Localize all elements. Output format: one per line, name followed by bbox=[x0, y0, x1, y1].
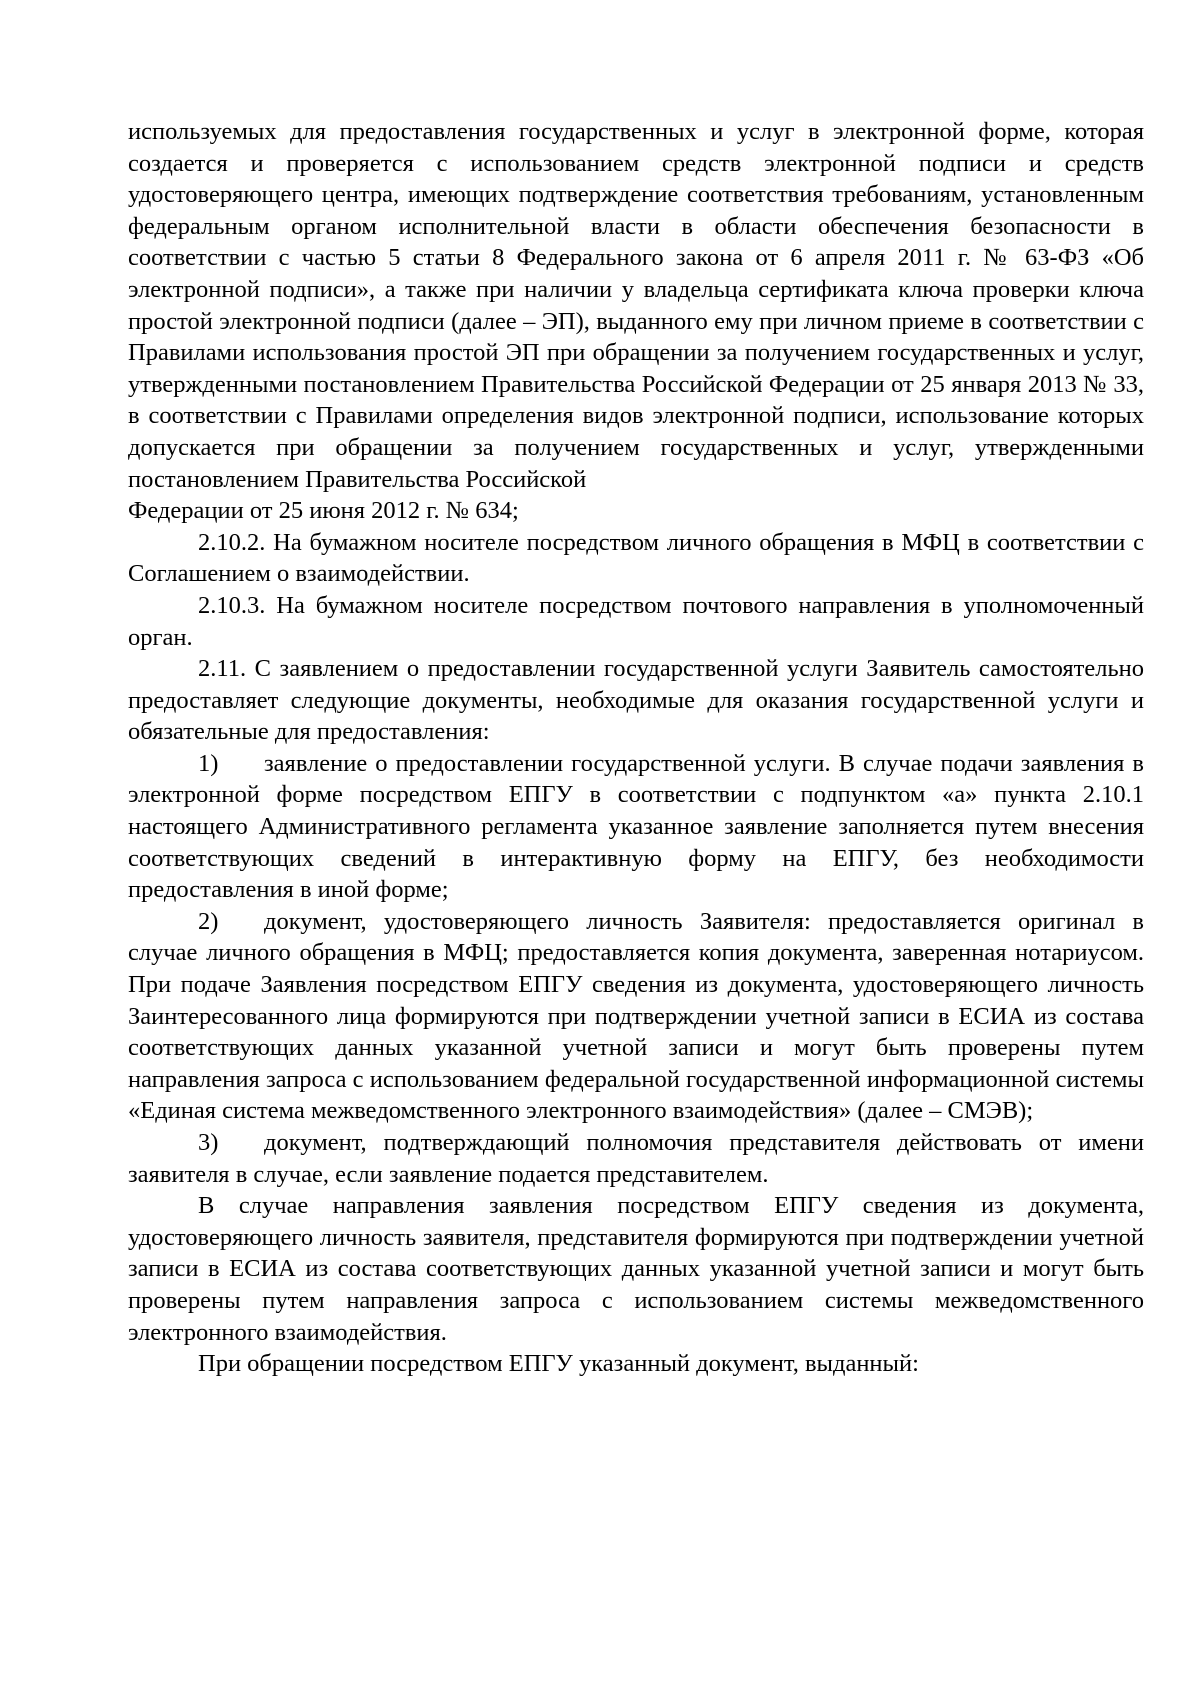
list-item-text: документ, подтверждающий полномочия представителя действовать от имени заявителя в случае, если заявление подается представителем. bbox=[128, 1129, 1144, 1188]
list-item-text: документ, удостоверяющего личность Заявителя: предоставляется оригинал в случае личного обращения в МФЦ; предоставляется копия документа, заверенная нотариусом. При подаче Заявления посредством ЕПГУ сведения из документа, удостоверяющего личность Заинтересованного лица формируются при подтверждении учетной записи в ЕСИА из состава соответствующих данных указанной учетной записи и могут быть проверены путем направления запроса с использованием федеральной государственной информационной системы «Единая система межведомственного электронного взаимодействия» (далее – СМЭВ); bbox=[128, 907, 1144, 1125]
paragraph-2-10-3: 2.10.3. На бумажном носителе посредством почтового направления в уполномоченный орган. bbox=[128, 591, 1144, 651]
paragraph-epgu-identity: В случае направления заявления посредством ЕПГУ сведения из документа, удостоверяющего личность заявителя, представителя формируются при подтверждении учетной записи в ЕСИА из состава соответствующих данных указанной учетной записи и могут быть проверены путем направления запроса с использованием системы межведомственного электронного взаимодействия. bbox=[128, 1192, 1144, 1346]
list-item-number: 1) bbox=[198, 749, 219, 777]
paragraph-electronic-signature: используемых для предоставления государственных и услуг в электронной форме, которая создается и проверяется с использованием средств электронной подписи и средств удостоверяющего центра, имеющих подтверждение соответствия требованиям, установленным федеральным органом исполнительной власти в области обеспечения безопасности в соответствии с частью 5 статьи 8 Федерального закона от 6 апреля 2011 г. № 63-ФЗ «Об электронной подписи», а также при наличии у владельца сертификата ключа проверки ключа простой электронной подписи (далее – ЭП), выданного ему при личном приеме в соответствии с Правилами использования простой ЭП при обращении за получением государственных и услуг, утвержденными постановлением Правительства Российской Федерации от 25 января 2013 № 33, в соответствии с Правилами определения видов электронной подписи, использование которых допускается при обращении за получением государственных и услуг, утвержденными постановлением Правительства Российской bbox=[128, 118, 1144, 493]
list-item-1 bbox=[128, 748, 1144, 906]
document-page bbox=[128, 116, 1144, 1380]
paragraph-epgu-document: При обращении посредством ЕПГУ указанный документ, выданный: bbox=[198, 1350, 919, 1378]
paragraph-2-11: 2.11. С заявлением о предоставлении государственной услуги Заявитель самостоятельно предоставляет следующие документы, необходимые для оказания государственной услуги и обязательные для предоставления: bbox=[128, 655, 1144, 746]
paragraph-2-10-2: 2.10.2. На бумажном носителе посредством личного обращения в МФЦ в соответствии с Соглашением о взаимодействии. bbox=[128, 528, 1144, 588]
list-item-text: заявление о предоставлении государственной услуги. В случае подачи заявления в электронной форме посредством ЕПГУ в соответствии с подпунктом «а» пункта 2.10.1 настоящего Административного регламента указанное заявление заполняется путем внесения соответствующих сведений в интерактивную форму на ЕПГУ, без необходимости предоставления в иной форме; bbox=[128, 749, 1144, 904]
list-item-2 bbox=[128, 906, 1144, 1127]
paragraph-federation-decree: Федерации от 25 июня 2012 г. № 634; bbox=[128, 497, 519, 525]
list-item-number: 3) bbox=[198, 1129, 219, 1156]
list-item-3 bbox=[128, 1127, 1144, 1190]
list-item-number: 2) bbox=[198, 907, 219, 935]
